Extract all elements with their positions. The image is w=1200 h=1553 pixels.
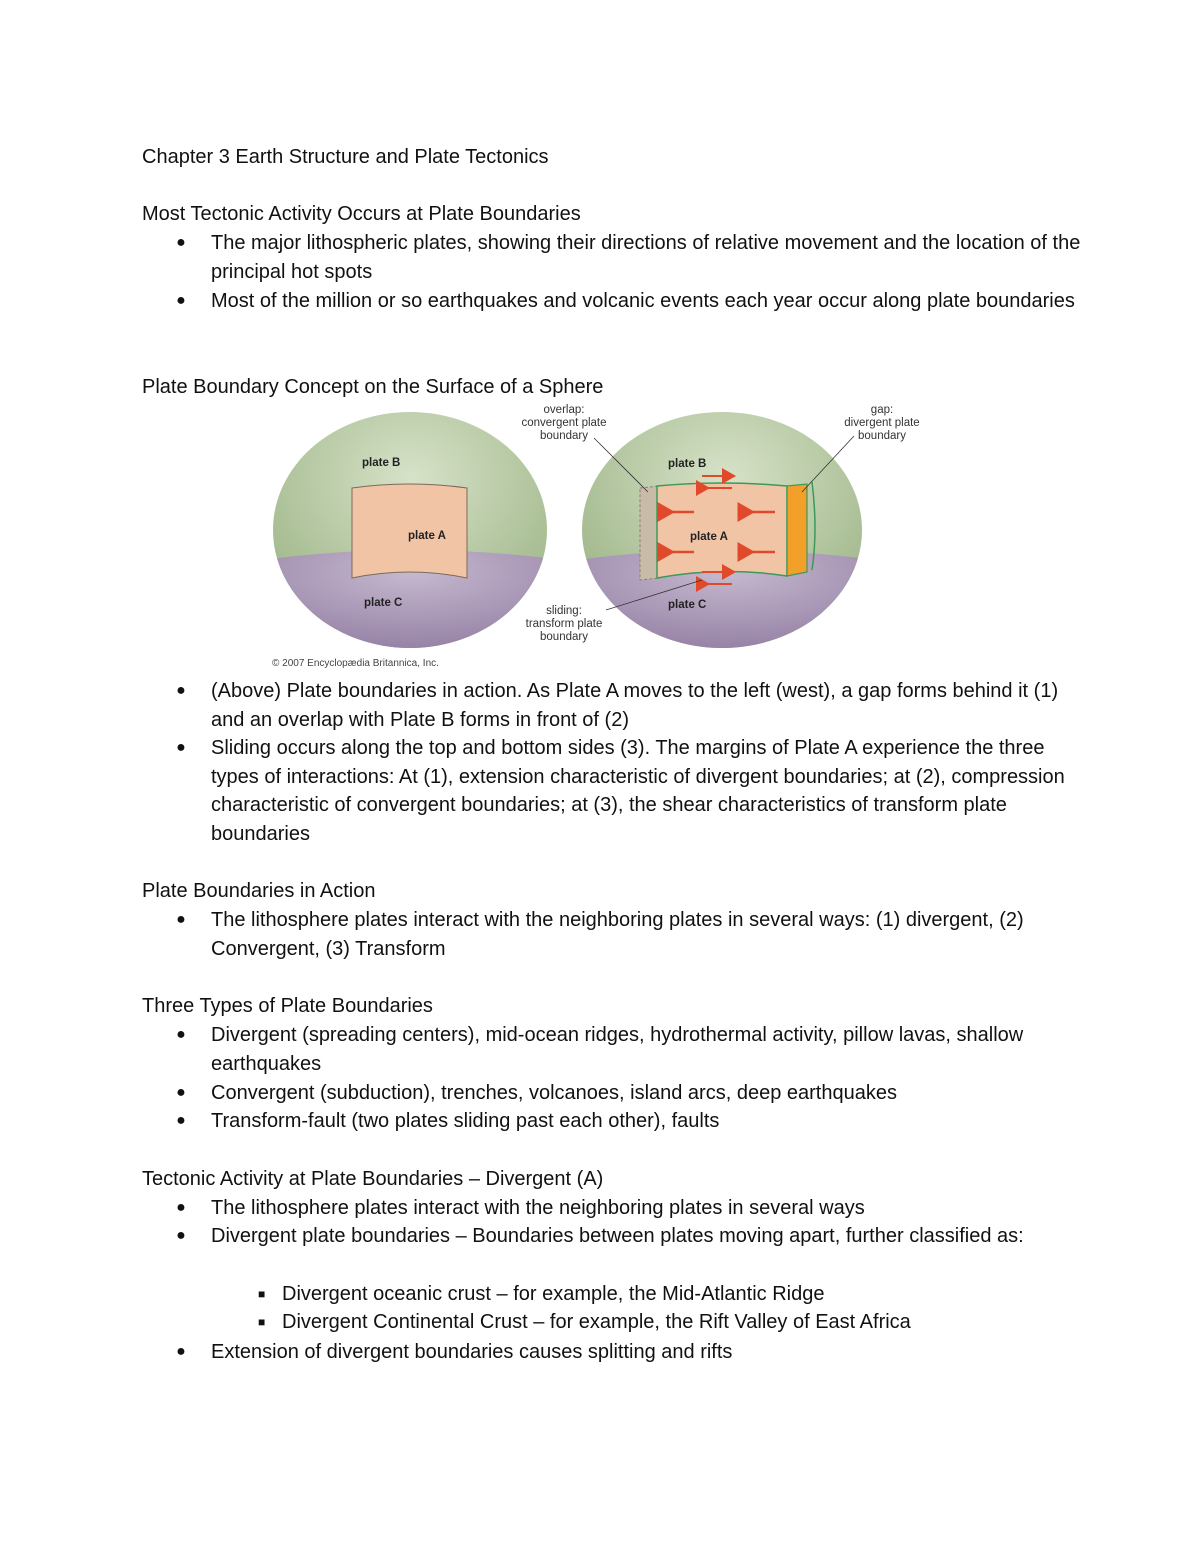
- bullet-icon: ●: [176, 1227, 186, 1244]
- bullet-icon: ●: [176, 1199, 186, 1216]
- bullet-icon: ●: [176, 292, 186, 309]
- callout-text: boundary: [858, 430, 906, 442]
- bullet-text: Divergent (spreading centers), mid-ocean ridges, hydrothermal activity, pillow lavas, shallow earthquakes: [211, 1024, 1024, 1075]
- section-heading-plate-boundaries: Most Tectonic Activity Occurs at Plate Boundaries: [142, 203, 581, 225]
- bullet-icon: ●: [176, 1343, 186, 1360]
- bullet-icon: ●: [176, 1026, 186, 1043]
- section-heading-three-types: Three Types of Plate Boundaries: [142, 995, 433, 1017]
- callout-text: convergent plate: [521, 417, 607, 429]
- bullet-text: Transform-fault (two plates sliding past each other), faults: [211, 1110, 720, 1132]
- bullet-icon: ●: [176, 739, 186, 756]
- bullet-text: Convergent (subduction), trenches, volcanoes, island arcs, deep earthquakes: [211, 1082, 897, 1104]
- bullet-text: Extension of divergent boundaries causes splitting and rifts: [211, 1341, 733, 1363]
- bullet-icon: ●: [176, 1112, 186, 1129]
- bullet-icon: ●: [176, 682, 186, 699]
- callout-text: divergent plate: [844, 417, 920, 429]
- callout-text: boundary: [540, 430, 588, 442]
- bullet-text: Sliding occurs along the top and bottom sides (3). The margins of Plate A experience the three types of interactions: At (1), extension characteristic of divergent boundaries; at (2), compression characteristic of convergent boundaries; at (3), the shear characteristics of transform plate boundaries: [211, 737, 1065, 845]
- label-plate-a: plate A: [408, 530, 446, 542]
- left-sphere: [262, 400, 562, 660]
- bullet-icon: ●: [176, 1084, 186, 1101]
- right-sphere: [577, 400, 877, 660]
- gap-region: [787, 484, 807, 576]
- section-heading-boundaries-in-action: Plate Boundaries in Action: [142, 880, 376, 902]
- callout-text: boundary: [540, 631, 588, 643]
- bullet-text: The major lithospheric plates, showing their directions of relative movement and the location of the principal hot spots: [211, 232, 1081, 283]
- callout-text: overlap:: [543, 404, 585, 416]
- figure-copyright: © 2007 Encyclopædia Britannica, Inc.: [272, 658, 439, 669]
- bullet-icon: ●: [176, 911, 186, 928]
- bullet-text: Most of the million or so earthquakes and volcanic events each year occur along plate boundaries: [211, 290, 1075, 312]
- bullet-icon: ●: [176, 234, 186, 251]
- section-heading-divergent: Tectonic Activity at Plate Boundaries – Divergent (A): [142, 1168, 604, 1190]
- bullet-text: Divergent plate boundaries – Boundaries between plates moving apart, further classified as:: [211, 1225, 1024, 1247]
- label-plate-b: plate B: [668, 458, 707, 470]
- callout-text: sliding:: [546, 605, 582, 617]
- section-heading-sphere-concept: Plate Boundary Concept on the Surface of a Sphere: [142, 376, 604, 398]
- callout-text: gap:: [870, 404, 894, 416]
- square-bullet-icon: ■: [258, 1315, 266, 1329]
- document-title: Chapter 3 Earth Structure and Plate Tectonics: [142, 146, 549, 168]
- label-plate-c: plate C: [668, 599, 707, 611]
- bullet-text: The lithosphere plates interact with the neighboring plates in several ways: [211, 1197, 865, 1219]
- callout-text: transform plate: [525, 618, 603, 630]
- bullet-text: (Above) Plate boundaries in action. As Plate A moves to the left (west), a gap forms behind it (1) and an overlap with Plate B forms in front of (2): [211, 680, 1059, 731]
- sub-bullet-text: Divergent Continental Crust – for example, the Rift Valley of East Africa: [282, 1311, 911, 1333]
- sub-bullet-text: Divergent oceanic crust – for example, the Mid-Atlantic Ridge: [282, 1283, 825, 1305]
- label-plate-a: plate A: [690, 531, 728, 543]
- plate-boundary-figure: [262, 400, 942, 672]
- bullet-text: The lithosphere plates interact with the neighboring plates in several ways: (1) divergent, (2) Convergent, (3) Transform: [211, 909, 1024, 960]
- label-plate-b: plate B: [362, 457, 401, 469]
- label-plate-c: plate C: [364, 597, 403, 609]
- square-bullet-icon: ■: [258, 1287, 266, 1301]
